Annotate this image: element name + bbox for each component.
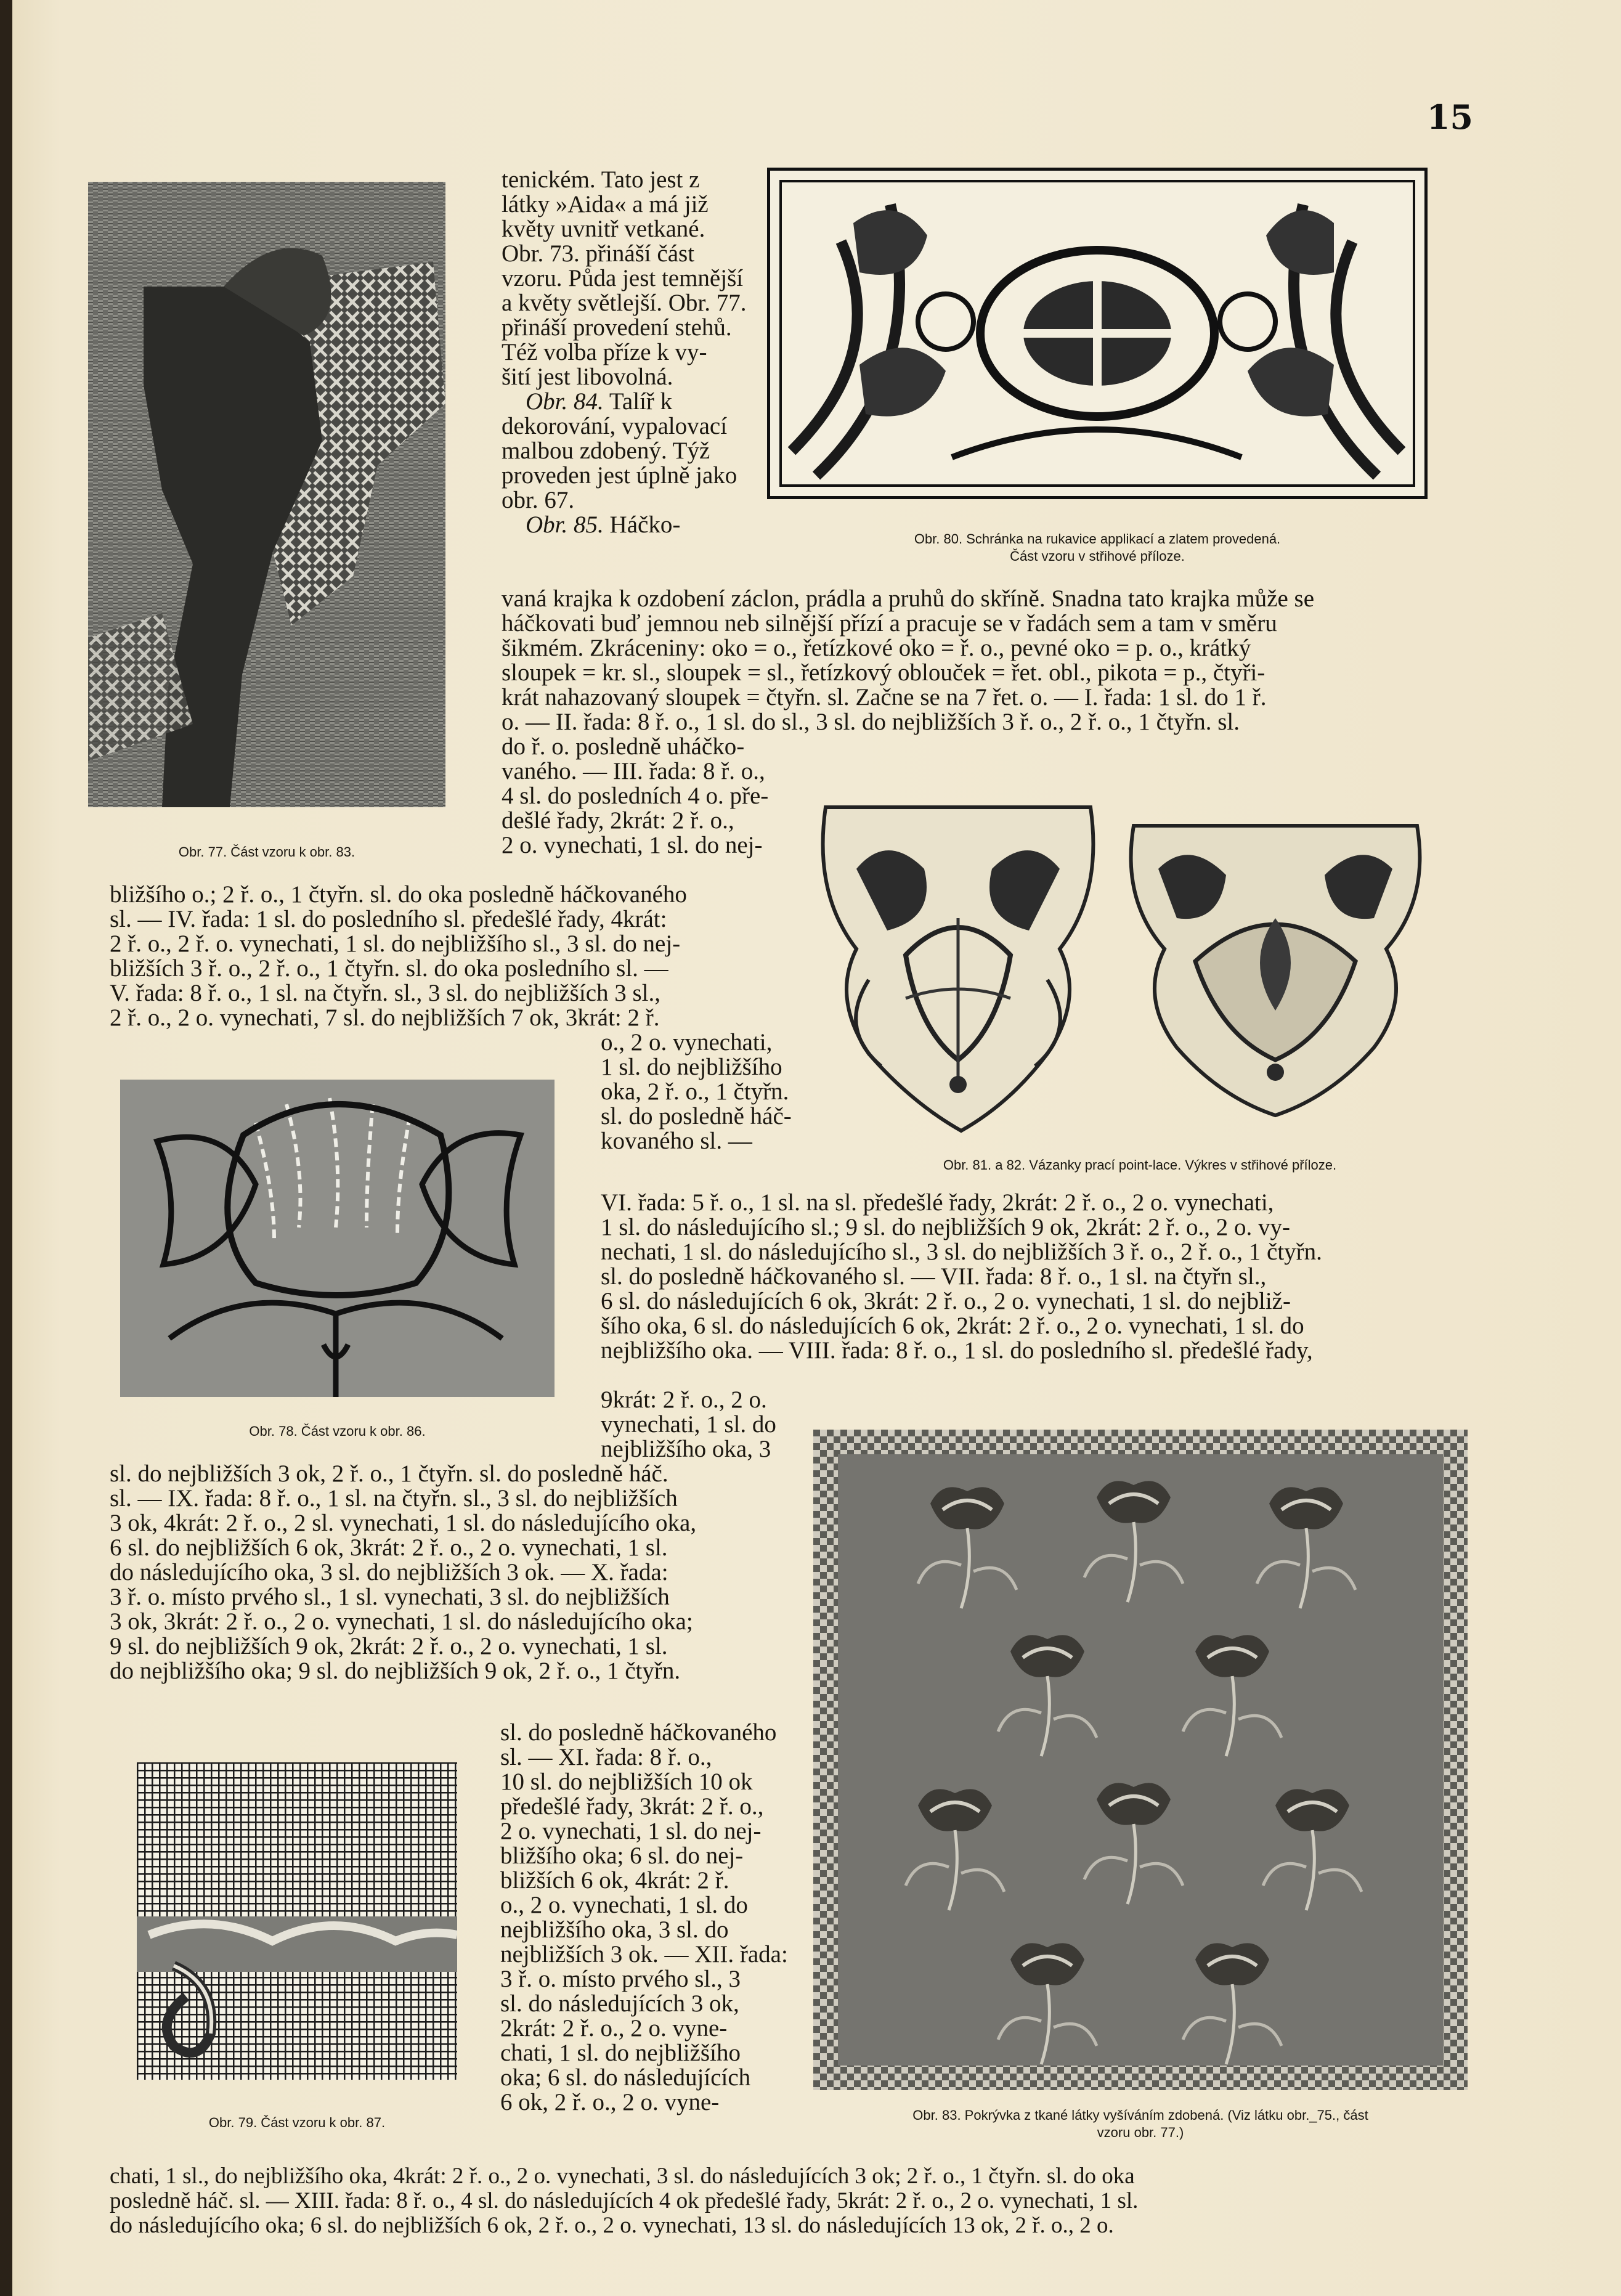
col3-line: sl. do posledně háč- — [601, 1103, 792, 1130]
col3-line: 1 sl. do nejbližšího — [601, 1054, 782, 1080]
full4-line: do následujícího oka; 6 sl. do nejbližších 6 ok, 2 ř. o., 2 o. vynechati, 13 sl. do následujících 13 ok, 2 ř. o., 2 o. — [110, 2213, 1114, 2238]
full3-line: 1 sl. do následujícího sl.; 9 sl. do nejbližších 9 ok, 2krát: 2 ř. o., 2 o. vy- — [601, 1214, 1290, 1240]
full2-line: 2 ř. o., 2 o. vynechati, 7 sl. do nejbližších 7 ok, 3krát: 2 ř. — [110, 1004, 660, 1031]
figure-80-caption-line1: Obr. 80. Schránka na rukavice applikací a zlatem provedená. — [914, 531, 1281, 547]
figure-82-image — [1121, 813, 1429, 1122]
col2-line: vaného. — III. řada: 8 ř. o., — [502, 758, 765, 784]
book-spine — [0, 0, 12, 2296]
full1-line: sloupek = kr. sl., sloupek = sl., řetízkový oblouček = řet. obl., pikota = p., čtyři- — [502, 659, 1266, 686]
col5-line: do následujícího oka, 3 sl. do nejbližších 3 ok. — X. řada: — [110, 1559, 668, 1586]
col5-line: 9 sl. do nejbližších 9 ok, 2krát: 2 ř. o., 2 o. vynechati, 1 sl. — [110, 1633, 668, 1659]
col1-line: Obr. 73. přináší část — [502, 240, 695, 267]
col6-line: chati, 1 sl. do nejbližšího — [500, 2040, 741, 2066]
full1-line: vaná krajka k ozdobení záclon, prádla a pruhů do skříně. Snadna tato krajka může se — [502, 585, 1315, 612]
full2-line: bližšího o.; 2 ř. o., 1 čtyřn. sl. do oka posledně háčkovaného — [110, 881, 687, 908]
text-column-5 — [110, 1462, 800, 1683]
obr84-paragraph — [502, 388, 672, 415]
col5-line: 3 ok, 4krát: 2 ř. o., 2 sl. vynechati, 1 sl. do následujícího oka, — [110, 1510, 697, 1536]
col6-line: 6 ok, 2 ř. o., 2 o. vyne- — [500, 2089, 720, 2115]
obr84-line: malbou zdobený. Týž — [502, 438, 710, 464]
obr84-line: obr. 67. — [502, 487, 575, 513]
text-column-2 — [502, 735, 810, 858]
col6-line: nejbližšího oka, 3 sl. do — [500, 1916, 729, 1943]
col1-line: a květy světlejší. Obr. 77. — [502, 290, 747, 316]
obr85-label: Obr. 85. — [526, 511, 604, 538]
col6-line: 10 sl. do nejbližších 10 ok — [500, 1769, 753, 1795]
figure-78-image — [120, 1080, 555, 1397]
full3-line: nechati, 1 sl. do následujícího sl., 3 sl. do nejbližších 3 ř. o., 2 ř. o., 1 čtyřn. — [601, 1239, 1322, 1265]
full2-line: sl. — IV. řada: 1 sl. do posledního sl. předešlé řady, 4krát: — [110, 906, 667, 932]
col2-line: dešlé řady, 2krát: 2 ř. o., — [502, 807, 734, 834]
figure-77-caption: Obr. 77. Část vzoru k obr. 83. — [178, 844, 355, 860]
col6-line: 3 ř. o. místo prvého sl., 3 — [500, 1966, 741, 1992]
col6-line: 2 o. vynechati, 1 sl. do nej- — [500, 1818, 762, 1844]
text-column-4 — [601, 1388, 810, 1462]
col5-line: do nejbližšího oka; 9 sl. do nejbližších 9 ok, 2 ř. o., 1 čtyřn. — [110, 1658, 681, 1684]
col6-line: 2krát: 2 ř. o., 2 o. vyne- — [500, 2015, 728, 2042]
full3-line: sl. do posledně háčkovaného sl. — VII. řada: 8 ř. o., 1 sl. na čtyřn sl., — [601, 1263, 1267, 1290]
col1-line: tenickém. Tato jest z — [502, 166, 700, 193]
col4-line: vynechati, 1 sl. do — [601, 1411, 776, 1438]
full4-line: chati, 1 sl., do nejbližšího oka, 4krát: 2 ř. o., 2 o. vynechati, 3 sl. do následujících 3 ok; 2 ř. o., 1 čtyřn. sl. do oka — [110, 2164, 1135, 2189]
col1-line: Též volba příze k vy- — [502, 339, 707, 365]
col6-line: bližšího oka; 6 sl. do nej- — [500, 1842, 744, 1869]
obr84-label: Obr. 84. — [526, 388, 604, 415]
full1-line: o. — II. řada: 8 ř. o., 1 sl. do sl., 3 sl. do nejbližších 3 ř. o., 2 ř. o., 1 čtyřn. sl. — [502, 709, 1240, 735]
col1-line: přináší provedení stehů. — [502, 314, 732, 341]
col1-line: vzoru. Půda jest temnější — [502, 265, 744, 291]
figure-83-caption-line2: vzoru obr. 77.) — [1097, 2125, 1184, 2140]
col6-line: sl. do posledně háčkovaného — [500, 1719, 777, 1746]
col3-line: o., 2 o. vynechati, — [601, 1029, 773, 1056]
col5-line: sl. do nejbližších 3 ok, 2 ř. o., 1 čtyřn. sl. do posledně háč. — [110, 1460, 668, 1487]
full3-line: VI. řada: 5 ř. o., 1 sl. na sl. předešlé řady, 2krát: 2 ř. o., 2 o. vynechati, — [601, 1189, 1274, 1216]
text-column-3 — [601, 1030, 810, 1154]
full3-line: 6 sl. do následujících 6 ok, 3krát: 2 ř. o., 2 o. vynechati, 1 sl. do nejbliž- — [601, 1288, 1291, 1314]
full1-line: šikmém. Zkráceniny: oko = o., řetízkové oko = ř. o., pevné oko = p. o., krátký — [502, 635, 1251, 661]
col6-line: sl. — XI. řada: 8 ř. o., — [500, 1744, 712, 1770]
text-full-block-1 — [502, 587, 1459, 735]
figure-83-image — [813, 1430, 1468, 2090]
col3-line: oka, 2 ř. o., 1 čtyřn. — [601, 1078, 789, 1105]
col2-line: 2 o. vynechati, 1 sl. do nej- — [502, 832, 763, 858]
figure-81-82-caption: Obr. 81. a 82. Vázanky prací point-lace. Výkres v střihové příloze. — [943, 1157, 1337, 1173]
col4-line: 9krát: 2 ř. o., 2 o. — [601, 1386, 767, 1413]
col6-line: předešlé řady, 3krát: 2 ř. o., — [500, 1793, 764, 1820]
col5-line: sl. — IX. řada: 8 ř. o., 1 sl. na čtyřn. sl., 3 sl. do nejbližších — [110, 1485, 678, 1512]
obr84-line: dekorování, vypalovací — [502, 413, 728, 439]
text-full-block-3 — [601, 1191, 1459, 1363]
full3-line: šího oka, 6 sl. do následujících 6 ok, 2krát: 2 ř. o., 2 o. vynechati, 1 sl. do — [601, 1313, 1304, 1339]
text-column-1 — [502, 168, 757, 537]
figure-79-image — [137, 1762, 457, 2080]
col5-line: 3 ř. o. místo prvého sl., 1 sl. vynechati, 3 sl. do nejbližších — [110, 1584, 670, 1610]
full2-line: V. řada: 8 ř. o., 1 sl. na čtyřn. sl., 3 sl. do nejbližších 3 sl., — [110, 980, 661, 1006]
col5-line: 6 sl. do nejbližších 6 ok, 3krát: 2 ř. o., 2 o. vynechati, 1 sl. — [110, 1534, 668, 1561]
obr85-paragraph — [502, 511, 680, 538]
figure-77-image — [88, 182, 445, 807]
figure-81-image — [813, 795, 1103, 1140]
obr84-line: Talíř k — [603, 388, 673, 415]
col1-line: šití jest libovolná. — [502, 364, 673, 390]
full3-line: nejbližšího oka. — VIII. řada: 8 ř. o., 1 sl. do posledního sl. předešlé řady, — [601, 1337, 1313, 1364]
page-number: 15 — [1426, 97, 1473, 137]
figure-79-caption: Obr. 79. Část vzoru k obr. 87. — [208, 2115, 386, 2130]
col3-line: kovaného sl. — — [601, 1128, 752, 1154]
col2-line: do ř. o. posledně uháčko- — [502, 733, 745, 760]
figure-78-caption: Obr. 78. Část vzoru k obr. 86. — [249, 1423, 426, 1439]
figure-83-caption-line1: Obr. 83. Pokrývka z tkané látky vyšíváním zdobená. (Viz látku obr._75., část — [912, 2107, 1368, 2123]
col6-line: oka; 6 sl. do následujících — [500, 2064, 751, 2091]
col6-line: bližších 6 ok, 4krát: 2 ř. — [500, 1867, 729, 1894]
obr85-rest: Háčko- — [603, 511, 681, 538]
text-full-block-2 — [110, 882, 813, 1030]
col4-line: nejbližšího oka, 3 — [601, 1436, 771, 1462]
text-column-6 — [500, 1720, 801, 2115]
col6-line: sl. do následujících 3 ok, — [500, 1990, 739, 2017]
full1-line: krát nahazovaný sloupek = čtyřn. sl. Začne se na 7 řet. o. — I. řada: 1 sl. do 1 ř. — [502, 684, 1267, 710]
obr84-line: proveden jest úplně jako — [502, 462, 737, 489]
full1-line: háčkovati buď jemnou neb silnější přízí a pracuje se v řadách sem a tam v směru — [502, 610, 1277, 637]
figure-80-caption-line2: Část vzoru v střihové příloze. — [1010, 548, 1185, 564]
full2-line: bližších 3 ř. o., 2 ř. o., 1 čtyřn. sl. do oka posledního sl. — — [110, 955, 668, 982]
full2-line: 2 ř. o., 2 ř. o. vynechati, 1 sl. do nejbližšího sl., 3 sl. do nej- — [110, 930, 681, 957]
full4-line: posledně háč. sl. — XIII. řada: 8 ř. o., 4 sl. do následujících 4 ok předešlé řady, 5krát: 2 ř. o., 2 o. vynechati, 1 sl. — [110, 2188, 1139, 2213]
col2-line: 4 sl. do posledních 4 o. pře- — [502, 783, 769, 809]
col6-line: nejbližších 3 ok. — XII. řada: — [500, 1941, 788, 1968]
text-full-block-4 — [110, 2164, 1459, 2238]
col6-line: o., 2 o. vynechati, 1 sl. do — [500, 1892, 748, 1918]
col1-line: látky »Aida« a má již — [502, 191, 709, 218]
figure-80-image — [767, 168, 1428, 499]
col5-line: 3 ok, 3krát: 2 ř. o., 2 o. vynechati, 1 sl. do následujícího oka; — [110, 1608, 693, 1635]
col1-line: květy uvnitř vetkané. — [502, 216, 705, 242]
